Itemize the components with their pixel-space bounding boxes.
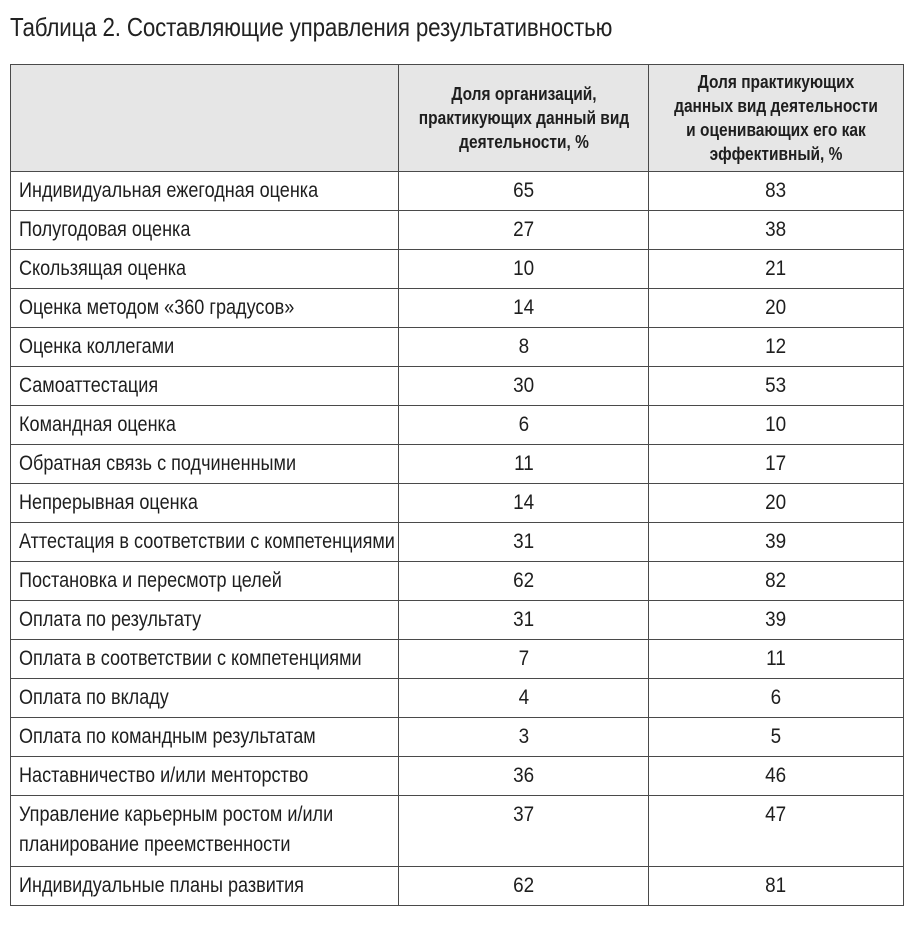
row-name: Оценка методом «360 градусов»	[11, 289, 399, 328]
row-share: 27	[399, 211, 649, 250]
row-effective: 21	[649, 250, 904, 289]
row-share: 10	[399, 250, 649, 289]
row-name: Оплата по вкладу	[11, 679, 399, 718]
row-effective: 10	[649, 406, 904, 445]
row-name: Полугодовая оценка	[11, 211, 399, 250]
row-name: Оплата в соответствии с компетенциями	[11, 640, 399, 679]
row-name: Аттестация в соответствии с компетенциями	[11, 523, 399, 562]
row-name: Индивидуальные планы развития	[11, 867, 399, 906]
row-share: 3	[399, 718, 649, 757]
row-share: 8	[399, 328, 649, 367]
row-effective: 39	[649, 601, 904, 640]
row-share: 31	[399, 601, 649, 640]
row-name: Самоаттестация	[11, 367, 399, 406]
row-effective: 17	[649, 445, 904, 484]
row-name: Скользящая оценка	[11, 250, 399, 289]
table-row	[11, 601, 904, 640]
row-effective: 38	[649, 211, 904, 250]
row-share: 6	[399, 406, 649, 445]
row-name: Наставничество и/или менторство	[11, 757, 399, 796]
row-effective: 82	[649, 562, 904, 601]
row-name: Обратная связь с подчиненными	[11, 445, 399, 484]
table-row	[11, 757, 904, 796]
data-table	[10, 64, 904, 906]
table-row	[11, 406, 904, 445]
row-name: Управление карьерным ростом и/или планирование преемственности	[11, 796, 399, 867]
row-share: 14	[399, 289, 649, 328]
header-activity	[11, 65, 399, 172]
row-name: Оплата по командным результатам	[11, 718, 399, 757]
row-share: 14	[399, 484, 649, 523]
table-row	[11, 172, 904, 211]
table-row	[11, 562, 904, 601]
row-effective: 20	[649, 484, 904, 523]
table-row	[11, 796, 904, 867]
table-row	[11, 289, 904, 328]
row-share: 62	[399, 562, 649, 601]
table-row	[11, 679, 904, 718]
table-row	[11, 328, 904, 367]
row-share: 36	[399, 757, 649, 796]
row-effective: 81	[649, 867, 904, 906]
table-row	[11, 718, 904, 757]
row-name: Непрерывная оценка	[11, 484, 399, 523]
table-row	[11, 250, 904, 289]
table-header-row	[11, 65, 904, 172]
row-name: Постановка и пересмотр целей	[11, 562, 399, 601]
table-row	[11, 211, 904, 250]
row-effective: 20	[649, 289, 904, 328]
row-share: 62	[399, 867, 649, 906]
row-effective: 39	[649, 523, 904, 562]
row-share: 30	[399, 367, 649, 406]
table-row	[11, 445, 904, 484]
header-share: Доля организаций, практикующих данный вид деятельности, %	[399, 65, 649, 172]
row-effective: 12	[649, 328, 904, 367]
row-share: 4	[399, 679, 649, 718]
row-share: 65	[399, 172, 649, 211]
row-effective: 6	[649, 679, 904, 718]
table-row	[11, 523, 904, 562]
table-row	[11, 867, 904, 906]
row-effective: 5	[649, 718, 904, 757]
row-effective: 46	[649, 757, 904, 796]
row-share: 31	[399, 523, 649, 562]
header-effective: Доля практикующих данных вид деятельности и оценивающих его как эффективный, %	[649, 65, 904, 172]
row-name: Командная оценка	[11, 406, 399, 445]
table-row	[11, 484, 904, 523]
row-effective: 83	[649, 172, 904, 211]
table-row	[11, 367, 904, 406]
row-share: 7	[399, 640, 649, 679]
row-effective: 53	[649, 367, 904, 406]
row-name: Оценка коллегами	[11, 328, 399, 367]
row-name: Индивидуальная ежегодная оценка	[11, 172, 399, 211]
row-effective: 47	[649, 796, 904, 867]
row-share: 11	[399, 445, 649, 484]
table-title: Таблица 2. Составляющие управления результативностью	[10, 12, 613, 42]
row-name: Оплата по результату	[11, 601, 399, 640]
row-share: 37	[399, 796, 649, 867]
table-row	[11, 640, 904, 679]
row-effective: 11	[649, 640, 904, 679]
